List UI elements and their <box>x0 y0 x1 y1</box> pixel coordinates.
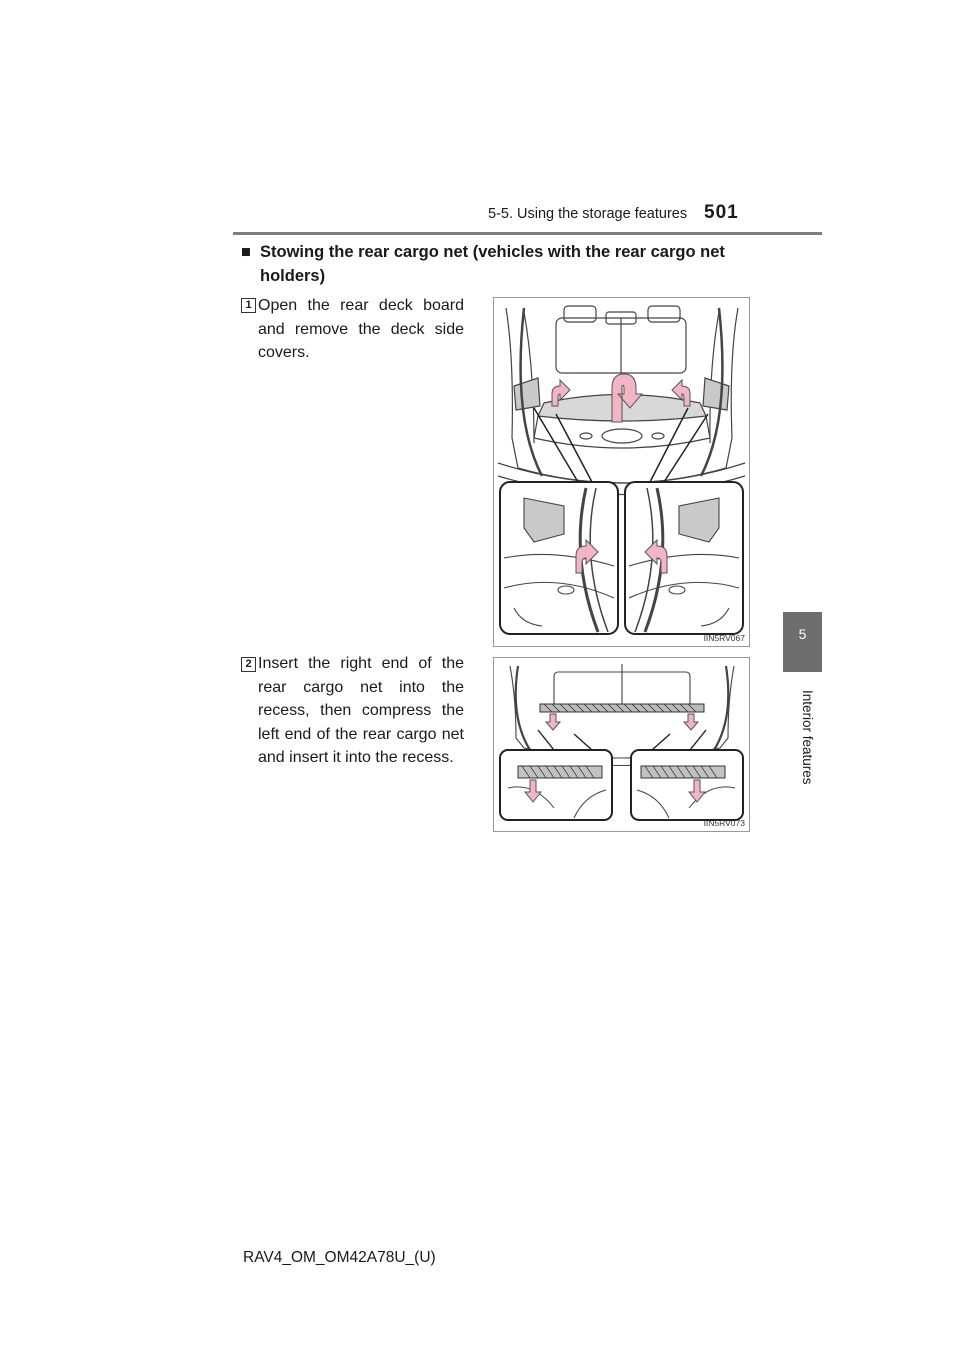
section-title: 5-5. Using the storage features <box>488 206 688 222</box>
chapter-number: 5 <box>798 626 807 642</box>
figure-remove-deck-covers <box>493 297 750 647</box>
chapter-tab <box>783 612 822 672</box>
step-number-1: 1 <box>241 298 256 313</box>
section-heading <box>241 240 749 288</box>
square-bullet-icon: ■ <box>241 243 251 261</box>
heading-line-2: holders) <box>260 267 326 285</box>
step-number-2: 2 <box>241 657 256 672</box>
heading-line-1: Stowing the rear cargo net (vehicles with the rear cargo net <box>260 243 725 261</box>
header-rule <box>233 232 822 235</box>
figure-code: IIN5RV073 <box>703 818 745 828</box>
page-number: 501 <box>704 202 739 223</box>
figure-insert-cargo-net <box>493 657 750 832</box>
figure-code: IIN5RV067 <box>703 633 745 643</box>
manual-code: RAV4_OM_OM42A78U_(U) <box>243 1249 436 1266</box>
chapter-title: Interior features <box>800 690 815 785</box>
step-2-text: Insert the right end of the rear cargo net into the recess, then compress the left end of the rear cargo net and insert it into the recess. <box>258 655 464 766</box>
step-1-text: Open the rear deck board and remove the deck side covers. <box>258 297 464 361</box>
